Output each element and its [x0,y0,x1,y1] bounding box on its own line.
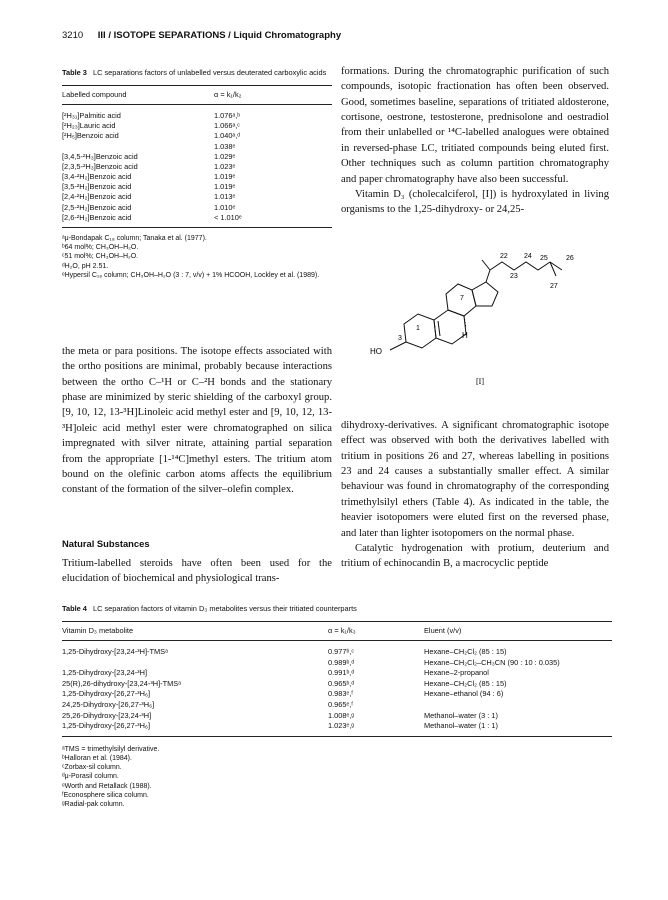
atom-label-3: 3 [398,335,402,342]
table-cell: 1.066ᵃ,ᶜ [214,121,240,131]
table-cell: 1.029ᵉ [214,151,236,161]
table-row [62,721,612,732]
table-3-body [62,105,332,227]
footnote: ᵉHypersil C₁₈ column; CH₃OH–H₂O (3 : 7, v/v) + 1% HCOOH, Lockley et al. (1989). [62,271,320,279]
atom-label-22: 22 [500,253,508,260]
table-cell: [²H₅]Benzoic acid [62,131,119,141]
table-cell: 1,25-Dihydroxy-[26,27-³H₆] [62,721,151,731]
table-cell: 0.977ᵇ,ᶜ [328,646,354,656]
paragraph: Tritium-labelled steroids have often been used for the elucidation of biochemical and physiological trans- [62,558,332,585]
table-row [62,689,612,700]
table-row [62,192,332,202]
footnote: ᵍRadial-pak column. [62,801,125,809]
table-3-col-header: Labelled compound [62,90,127,100]
table-row [62,203,332,213]
atom-label-25: 25 [540,255,548,262]
table-cell: 25(R),26-dihydroxy-[23,24-³H]-TMSᵃ [62,678,181,688]
footnote: ᶠEconosphere silica column. [62,791,149,799]
table-4 [62,604,612,809]
footnote: ᵇHalloran et al. (1984). [62,754,132,762]
footnote: ᵈH₂O, pH 2.51. [62,262,109,270]
table-4-footnotes [62,737,612,810]
footnote: ᵃTMS = trimethylsilyl derivative. [62,745,160,753]
table-row [62,121,332,131]
table-row [62,213,332,223]
table-cell: 1.038ᵉ [214,141,236,151]
table-cell: Methanol–water (1 : 1) [424,721,498,731]
table-cell: < 1.010ᵉ [214,212,242,222]
table-cell: [²H₃₁]Palmitic acid [62,110,121,120]
atom-label-24: 24 [524,253,532,260]
right-column-text-2 [341,418,609,572]
running-title: III / ISOTOPE SEPARATIONS / Liquid Chromatography [97,30,342,41]
table-cell: 0.989ᵇ,ᵈ [328,657,355,667]
footnote: ᵃμ-Bondapak C₁₈ column; Tanaka et al. (1977). [62,235,207,242]
table-row [62,172,332,182]
table-cell: [3,5-²H₂]Benzoic acid [62,182,132,192]
atom-label-27: 27 [550,283,558,290]
table-3-caption-text: LC separations factors of unlabelled versus deuterated carboxylic acids [92,68,327,77]
table-row [62,182,332,192]
table-cell: 0.983ᵉ,ᶠ [328,689,353,699]
table-row [62,668,612,679]
table-4-caption [62,604,612,613]
table-cell: 1.019ᵉ [214,172,236,182]
table-cell: Hexane–CH₂Cl₂ (85 : 15) [424,646,507,656]
table-cell: 0.991ᵇ,ᵈ [328,668,355,678]
table-cell: 1.008ᵉ,ᵍ [328,710,355,720]
table-row [62,647,612,658]
table-cell: 0.965ᵇ,ᵈ [328,678,355,688]
table-cell: Hexane–CH₂Cl₂–CH₃CN (90 : 10 : 0.035) [424,657,560,667]
table-4-col-header: Vitamin D₃ metabolite [62,626,134,636]
footnote: ᵈμ-Porasil column. [62,773,119,781]
table-row [62,700,612,711]
table-cell: [3,4,5-²H₃]Benzoic acid [62,151,138,161]
table-row [62,111,332,121]
table-4-label: Table 4 [62,604,87,613]
footnote: ᵉWorth and Retallack (1988). [62,782,152,790]
paragraph: dihydroxy-derivatives. A significant chromatographic isotope effect was observed with both the derivatives labelled with tritium in positions 26 and 27, whereas labelling in positions 23 and 24 causes a substantially smaller effect. A similar behaviour was found in chromatography of the corresponding trimethylsilyl ethers (Table 4). As indicated in the table, the heavier isotopomers were eluted first on the reversed phase, and later than lighter isotopomers on the normal phase. [341,420,609,539]
table-cell: 1.013ᵉ [214,192,236,202]
table-row [62,711,612,722]
footnote: ᵇ64 mol%; CH₃OH–H₂O. [62,244,139,252]
table-cell [62,658,328,669]
table-cell: [²H₂₃]Lauric acid [62,121,116,131]
atom-label-h: H [462,331,468,340]
section-heading-natural-substances: Natural Substances [62,538,150,549]
table-4-col-header: α = k₁/k₃ [328,626,356,636]
table-row [62,131,332,141]
table-cell: Hexane–2-propanol [424,668,489,678]
table-cell: Hexane–ethanol (94 : 6) [424,689,504,699]
left-column-text [62,344,332,498]
table-row [62,152,332,162]
paragraph: Catalytic hydrogenation with protium, deuterium and tritium of echinocandin B, a macrocyclic peptide [341,542,609,570]
paragraph: formations. During the chromatographic purification of such compounds, isotopic fractionation has often been observed. Good, sometimes baseline, separations of tritiated aldosterone, cortisone, oestrone, testosterone, prednisolone and oestradiol from their unlabelled or ¹⁴C-labelled analogues were obtained in reversed-phase LC, tritiated compounds being eluted first. Other techniques such as column partition chromatography and paper chromatography have also been successful. [341,66,609,185]
table-cell: Hexane–CH₂Cl₂ (85 : 15) [424,678,507,688]
structure-diagram [350,248,610,396]
table-row [62,679,612,690]
table-3-footnotes [62,228,332,280]
right-column-text [341,64,609,218]
paragraph: Vitamin D₃ (cholecalciferol, [I]) is hydroxylated in living organisms to the 1,25-dihydroxy- or 24,25- [341,188,609,216]
table-cell: 1,25-Dihydroxy-[26,27-³H₆] [62,689,151,699]
running-header [62,30,622,41]
table-4-caption-text: LC separation factors of vitamin D₃ metabolites versus their tritiated counterparts [92,604,357,613]
table-cell: 25,26-Dihydroxy-[23,24-³H] [62,710,152,720]
table-cell: [3,4-²H₂]Benzoic acid [62,172,132,182]
table-cell: 1.076ᵃ,ᵇ [214,110,241,120]
paragraph: the meta or para positions. The isotope effects associated with the ortho positions are minimal, probably because interactions between the ortho C–¹H or C–²H bonds and the stationary phase are minimized by steric shielding of the carboxyl group. [9, 10, 12, 13-³H]Linoleic acid methyl ester and [9, 10, 12, 13-³H]oleic acid methyl ester were chromatographed on silica impregnated with silver nitrate, attaining partial separation from the appropriate [1-¹⁴C]methyl esters. The tritium atom bound on the olefinic carbon atoms affects the equilibrium constant of the formation of the silver–olefin complex. [62,346,332,496]
footnote: ᶜZorbax-sil column. [62,764,122,772]
compound-label: [I] [476,377,484,386]
table-3-header-row [62,86,332,103]
table-3-caption [62,68,332,77]
table-cell: [2,6-²H₂]Benzoic acid [62,212,132,222]
table-3-col-header: α = k₁/k₂ [214,90,242,100]
table-cell: 1.019ᵉ [214,182,236,192]
table-3 [62,68,332,280]
table-cell: [2,4-²H₂]Benzoic acid [62,192,132,202]
table-cell: 0.965ᵉ,ᶠ [328,699,353,709]
page-number: 3210 [62,30,84,41]
table-4-col-header: Eluent (v/v) [424,626,462,636]
atom-label-26: 26 [566,255,574,262]
vitamin-d3-structure [350,248,610,396]
table-row [62,162,332,172]
table-cell: 1.010ᵉ [214,202,236,212]
table-cell: 1.023ᵉ,ᵍ [328,721,355,731]
table-cell [424,700,612,711]
table-cell: 1,25-Dihydroxy-[23,24-³H]-TMSᵃ [62,646,168,656]
table-cell [62,142,214,152]
table-cell: 1.040ᵃ,ᵈ [214,131,241,141]
table-row [62,658,612,669]
table-cell: 1,25-Dihydroxy-[23,24-³H] [62,668,148,678]
table-cell: [2,3,5-²H₃]Benzoic acid [62,161,138,171]
table-4-body [62,641,612,736]
table-cell: Methanol–water (3 : 1) [424,710,498,720]
atom-label-1: 1 [416,325,420,332]
left-column-text-2 [62,556,332,587]
table-4-header-row [62,622,612,639]
footnote: ᶜ51 mol%; CH₃OH–H₂O. [62,253,139,261]
atom-label-23: 23 [510,273,518,280]
atom-label-7: 7 [460,295,464,302]
table-row [62,142,332,152]
table-cell: [2,5-²H₂]Benzoic acid [62,202,132,212]
table-3-label: Table 3 [62,68,87,77]
atom-label-ho: HO [370,347,382,356]
table-cell: 1.023ᵉ [214,161,236,171]
table-cell: 24,25-Dihydroxy-[26,27-³H₆] [62,699,155,709]
